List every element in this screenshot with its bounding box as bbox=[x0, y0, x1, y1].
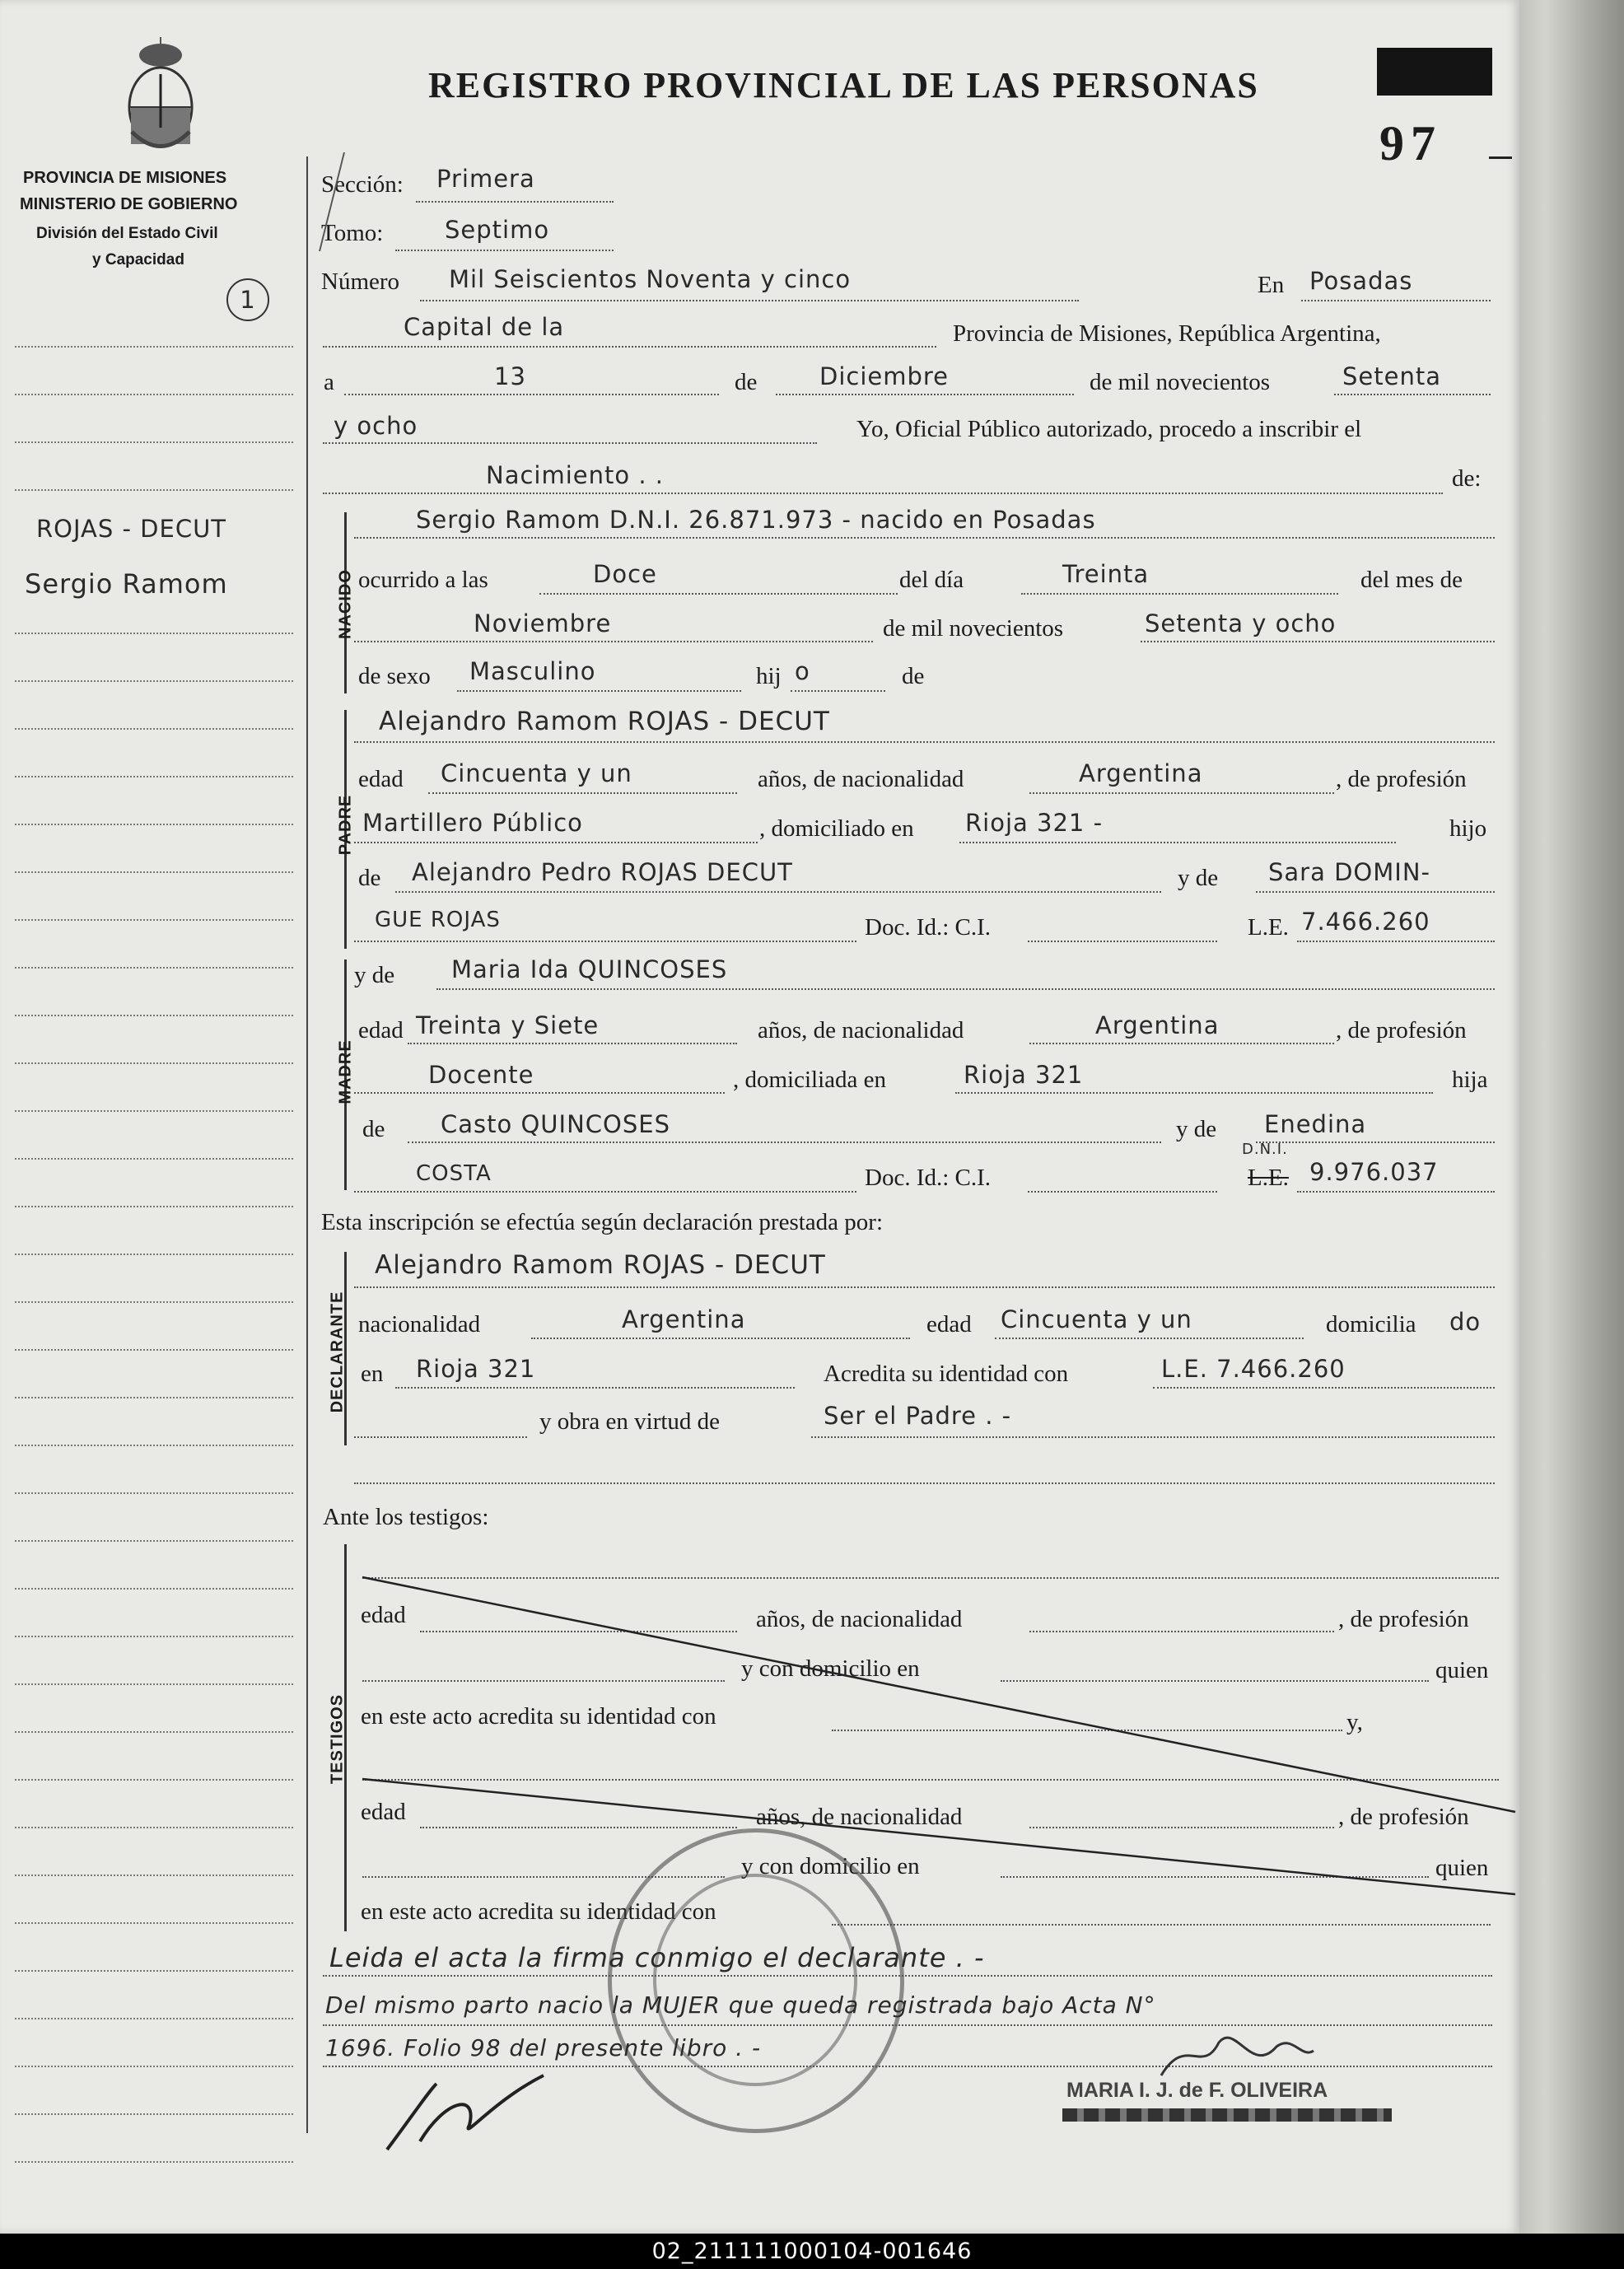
madre-nac-label: años, de nacionalidad bbox=[758, 1017, 964, 1043]
margin-ruled-line bbox=[15, 394, 293, 395]
seccion-label: Sección: bbox=[321, 171, 404, 198]
declarante-edad-label: edad bbox=[926, 1311, 972, 1338]
madre-dom-label: , domiciliada en bbox=[733, 1067, 887, 1093]
anio-value-1: Setenta bbox=[1342, 362, 1441, 390]
a-label: a bbox=[324, 369, 334, 395]
padre-prof-label: , de profesión bbox=[1336, 766, 1467, 792]
book-spine bbox=[1511, 0, 1624, 2269]
closing-line-1-rule bbox=[323, 1975, 1492, 1977]
nacido-mil-label: de mil novecientos bbox=[883, 615, 1064, 642]
circled-number: 1 bbox=[226, 278, 269, 321]
margin-ruled-line bbox=[15, 1779, 293, 1781]
padre-nac-label: años, de nacionalidad bbox=[758, 766, 964, 792]
margin-ruled-line bbox=[15, 1731, 293, 1733]
dia-value: 13 bbox=[494, 362, 526, 390]
margin-ruled-line bbox=[15, 1636, 293, 1637]
declarante-edad-value: Cincuenta y un bbox=[1001, 1305, 1192, 1333]
margin-ruled-line bbox=[15, 1397, 293, 1398]
margin-ruled-line bbox=[15, 2018, 293, 2019]
declarante-nacionalidad-value: Argentina bbox=[622, 1305, 746, 1333]
madre-nacionalidad-value: Argentina bbox=[1095, 1011, 1220, 1039]
declarante-acredita-label: Acredita su identidad con bbox=[824, 1361, 1069, 1387]
margin-ruled-line bbox=[15, 1540, 293, 1542]
nacido-name: Sergio Ramom D.N.I. 26.871.973 - nacido en Posadas bbox=[416, 506, 1096, 534]
madre-de-label: de bbox=[362, 1116, 385, 1142]
dia-label: del día bbox=[899, 567, 964, 593]
sexo-value: Masculino bbox=[469, 657, 596, 685]
madre-name: Maria Ida QUINCOSES bbox=[451, 955, 728, 983]
testigo2-nac-label: años, de nacionalidad bbox=[756, 1804, 963, 1830]
margin-ruled-line bbox=[15, 1349, 293, 1351]
declarante-virtud-value: Ser el Padre . - bbox=[824, 1402, 1012, 1430]
margin-ruled-line bbox=[15, 1588, 293, 1590]
madre-prof-label: , de profesión bbox=[1336, 1017, 1467, 1043]
padre-hijo-label: hijo bbox=[1449, 815, 1487, 842]
nacido-section-label: NACIDO bbox=[336, 569, 355, 639]
padre-doc-label: Doc. Id.: C.I. bbox=[865, 914, 992, 941]
official-seal bbox=[608, 1828, 904, 2133]
margin-ruled-line bbox=[15, 776, 293, 777]
page-title: REGISTRO PROVINCIAL DE LAS PERSONAS bbox=[428, 65, 1259, 105]
official-signature bbox=[1153, 2026, 1318, 2084]
padre-madre-value-1: Sara DOMIN- bbox=[1268, 858, 1430, 886]
declarante-domicilio-value: Rioja 321 bbox=[416, 1355, 536, 1383]
padre-de-label: de bbox=[358, 865, 381, 891]
margin-ruled-line bbox=[15, 1062, 293, 1064]
en-label: En bbox=[1258, 272, 1285, 298]
margin-ruled-line bbox=[15, 2066, 293, 2067]
madre-edad-value: Treinta y Siete bbox=[416, 1011, 600, 1039]
padre-le-value: 7.466.260 bbox=[1301, 908, 1430, 936]
margin-ruled-line bbox=[15, 824, 293, 825]
madre-profesion-value: Docente bbox=[428, 1061, 534, 1089]
hijo-value: o bbox=[795, 657, 810, 685]
issuer-line-2: MINISTERIO DE GOBIERNO bbox=[20, 195, 238, 213]
declarante-nac-label: nacionalidad bbox=[358, 1311, 481, 1338]
testigo2-edad-label: edad bbox=[361, 1799, 406, 1825]
padre-section-label: PADRE bbox=[336, 794, 355, 856]
acto-value: Nacimiento . . bbox=[486, 461, 664, 489]
padre-yde-label: y de bbox=[1178, 865, 1219, 891]
madre-edad-label: edad bbox=[358, 1017, 404, 1043]
nacido-anio-value: Setenta y ocho bbox=[1145, 609, 1337, 637]
testigo1-dom-label: y con domicilio en bbox=[741, 1655, 920, 1682]
declarante-en-label: en bbox=[361, 1361, 384, 1387]
margin-ruled-line bbox=[15, 1206, 293, 1207]
issuer-line-1: PROVINCIA DE MISIONES bbox=[23, 169, 227, 187]
de-label: de bbox=[735, 369, 758, 395]
declarante-section-label: DECLARANTE bbox=[328, 1291, 347, 1413]
margin-ruled-line bbox=[15, 489, 293, 491]
numero-value: Mil Seiscientos Noventa y cinco bbox=[449, 265, 852, 293]
numero-label: Número bbox=[321, 268, 400, 295]
closing-line-2: Del mismo parto nacio la MUJER que queda registrada bajo Acta N° bbox=[325, 1991, 1156, 2019]
madre-hija-label: hija bbox=[1452, 1067, 1488, 1093]
margin-ruled-line bbox=[15, 871, 293, 873]
testigo1-acredita-label: en este acto acredita su identidad con bbox=[361, 1703, 716, 1730]
image-id-caption: 02_211111000104-001646 bbox=[651, 2239, 973, 2264]
padre-dom-label: , domiciliado en bbox=[759, 815, 914, 842]
margin-ruled-line bbox=[15, 728, 293, 730]
declarante-dom-label: domicilia bbox=[1326, 1311, 1416, 1338]
nacido-de-label: de bbox=[902, 663, 925, 689]
margin-surname: ROJAS - DECUT bbox=[36, 515, 227, 543]
margin-ruled-line bbox=[15, 1158, 293, 1160]
madre-madre-value-2: COSTA bbox=[416, 1161, 492, 1186]
anio-value-2: y ocho bbox=[334, 412, 418, 440]
madre-domicilio-value: Rioja 321 bbox=[964, 1061, 1084, 1089]
margin-ruled-line bbox=[15, 1874, 293, 1876]
testigos-section-label: TESTIGOS bbox=[328, 1693, 347, 1785]
margin-ruled-line bbox=[15, 2161, 293, 2163]
madre-doc-label: Doc. Id.: C.I. bbox=[865, 1165, 992, 1191]
padre-madre-value-2: GUE ROJAS bbox=[375, 908, 501, 932]
margin-ruled-line bbox=[15, 2113, 293, 2115]
issuer-line-3: División del Estado Civil bbox=[36, 225, 218, 242]
testigo2-quien-label: quien bbox=[1435, 1855, 1489, 1881]
testigo1-y-label: y, bbox=[1346, 1709, 1363, 1735]
issuer-line-4: y Capacidad bbox=[92, 251, 184, 268]
margin-ruled-line bbox=[15, 1015, 293, 1016]
madre-dni-label: D.N.I. bbox=[1242, 1141, 1288, 1158]
declarante-virtud-label: y obra en virtud de bbox=[539, 1408, 721, 1435]
tomo-value: Septimo bbox=[445, 216, 550, 244]
margin-ruled-line bbox=[15, 680, 293, 682]
margin-ruled-line bbox=[15, 967, 293, 969]
madre-padre-value: Casto QUINCOSES bbox=[441, 1110, 670, 1138]
acto-de-label: de: bbox=[1452, 465, 1482, 492]
madre-yde-label: y de bbox=[354, 962, 395, 988]
declarante-name: Alejandro Ramom ROJAS - DECUT bbox=[375, 1250, 826, 1280]
margin-ruled-line bbox=[15, 1445, 293, 1446]
en-value: Posadas bbox=[1309, 267, 1413, 295]
nacido-mes-value: Noviembre bbox=[474, 609, 612, 637]
testigo1-prof-label: , de profesión bbox=[1338, 1606, 1469, 1632]
testigo1-edad-label: edad bbox=[361, 1602, 406, 1628]
madre-le-value: 9.976.037 bbox=[1309, 1158, 1439, 1186]
madre-yde2-label: y de bbox=[1176, 1116, 1217, 1142]
page-number: 97 bbox=[1379, 116, 1442, 170]
margin-ruled-line bbox=[15, 1683, 293, 1685]
margin-ruled-line bbox=[15, 346, 293, 348]
declarante-dom-suffix: do bbox=[1449, 1308, 1482, 1336]
margin-ruled-line bbox=[15, 633, 293, 634]
capital-value: Capital de la bbox=[404, 313, 565, 341]
ocurrido-label: ocurrido a las bbox=[358, 567, 488, 593]
padre-edad-label: edad bbox=[358, 766, 404, 792]
testigo1-nac-label: años, de nacionalidad bbox=[756, 1606, 963, 1632]
padre-profesion-value: Martillero Público bbox=[362, 809, 583, 837]
oficial-text: Yo, Oficial Público autorizado, procedo a inscribir el bbox=[856, 416, 1362, 442]
testigos-intro: Ante los testigos: bbox=[323, 1504, 489, 1530]
testigo1-quien-label: quien bbox=[1435, 1657, 1489, 1683]
padre-domicilio-value: Rioja 321 - bbox=[965, 809, 1104, 837]
margin-ruled-line bbox=[15, 1492, 293, 1494]
mil-label: de mil novecientos bbox=[1090, 369, 1271, 395]
testigo2-dom-label: y con domicilio en bbox=[741, 1853, 920, 1879]
padre-edad-value: Cincuenta y un bbox=[441, 759, 632, 787]
hora-value: Doce bbox=[593, 560, 657, 588]
mes-value: Diciembre bbox=[819, 362, 950, 390]
testigo2-prof-label: , de profesión bbox=[1338, 1804, 1469, 1830]
margin-ruled-line bbox=[15, 1970, 293, 1972]
tomo-label: Tomo: bbox=[321, 220, 384, 246]
hijo-label: hij bbox=[756, 663, 782, 689]
official-stamp-bar bbox=[1062, 2108, 1392, 2122]
madre-le-label: L.E. bbox=[1248, 1165, 1289, 1191]
margin-ruled-line bbox=[15, 1301, 293, 1303]
declarante-documento-value: L.E. 7.466.260 bbox=[1161, 1355, 1346, 1383]
margin-ruled-line bbox=[15, 1110, 293, 1112]
closing-line-3: 1696. Folio 98 del presente libro . - bbox=[325, 2034, 762, 2061]
madre-section-label: MADRE bbox=[336, 1039, 355, 1104]
mes-label: del mes de bbox=[1360, 567, 1463, 593]
margin-ruled-line bbox=[15, 441, 293, 443]
padre-padre-value: Alejandro Pedro ROJAS DECUT bbox=[412, 858, 793, 886]
padre-name: Alejandro Ramom ROJAS - DECUT bbox=[379, 707, 830, 736]
seccion-value: Primera bbox=[436, 165, 535, 193]
declarant-signature bbox=[379, 2067, 593, 2158]
margin-ruled-line bbox=[15, 1922, 293, 1924]
margin-ruled-line bbox=[15, 1254, 293, 1255]
official-name-stamp: MARIA I. J. de F. OLIVEIRA bbox=[1066, 2079, 1328, 2102]
declaracion-text: Esta inscripción se efectúa según declaración prestada por: bbox=[321, 1209, 884, 1235]
provincia-text: Provincia de Misiones, República Argentina, bbox=[953, 320, 1381, 347]
sexo-label: de sexo bbox=[358, 663, 431, 689]
padre-nacionalidad-value: Argentina bbox=[1079, 759, 1203, 787]
margin-ruled-line bbox=[15, 1827, 293, 1828]
padre-le-label: L.E. bbox=[1248, 914, 1289, 941]
madre-madre-value-1: Enedina bbox=[1264, 1110, 1367, 1138]
closing-line-1: Leida el acta la firma conmigo el declarante . - bbox=[329, 1942, 985, 1973]
nacido-dia-value: Treinta bbox=[1062, 560, 1150, 588]
testigo2-acredita-label: en este acto acredita su identidad con bbox=[361, 1898, 716, 1925]
margin-ruled-line bbox=[15, 919, 293, 921]
margin-given-name: Sergio Ramom bbox=[25, 568, 228, 600]
